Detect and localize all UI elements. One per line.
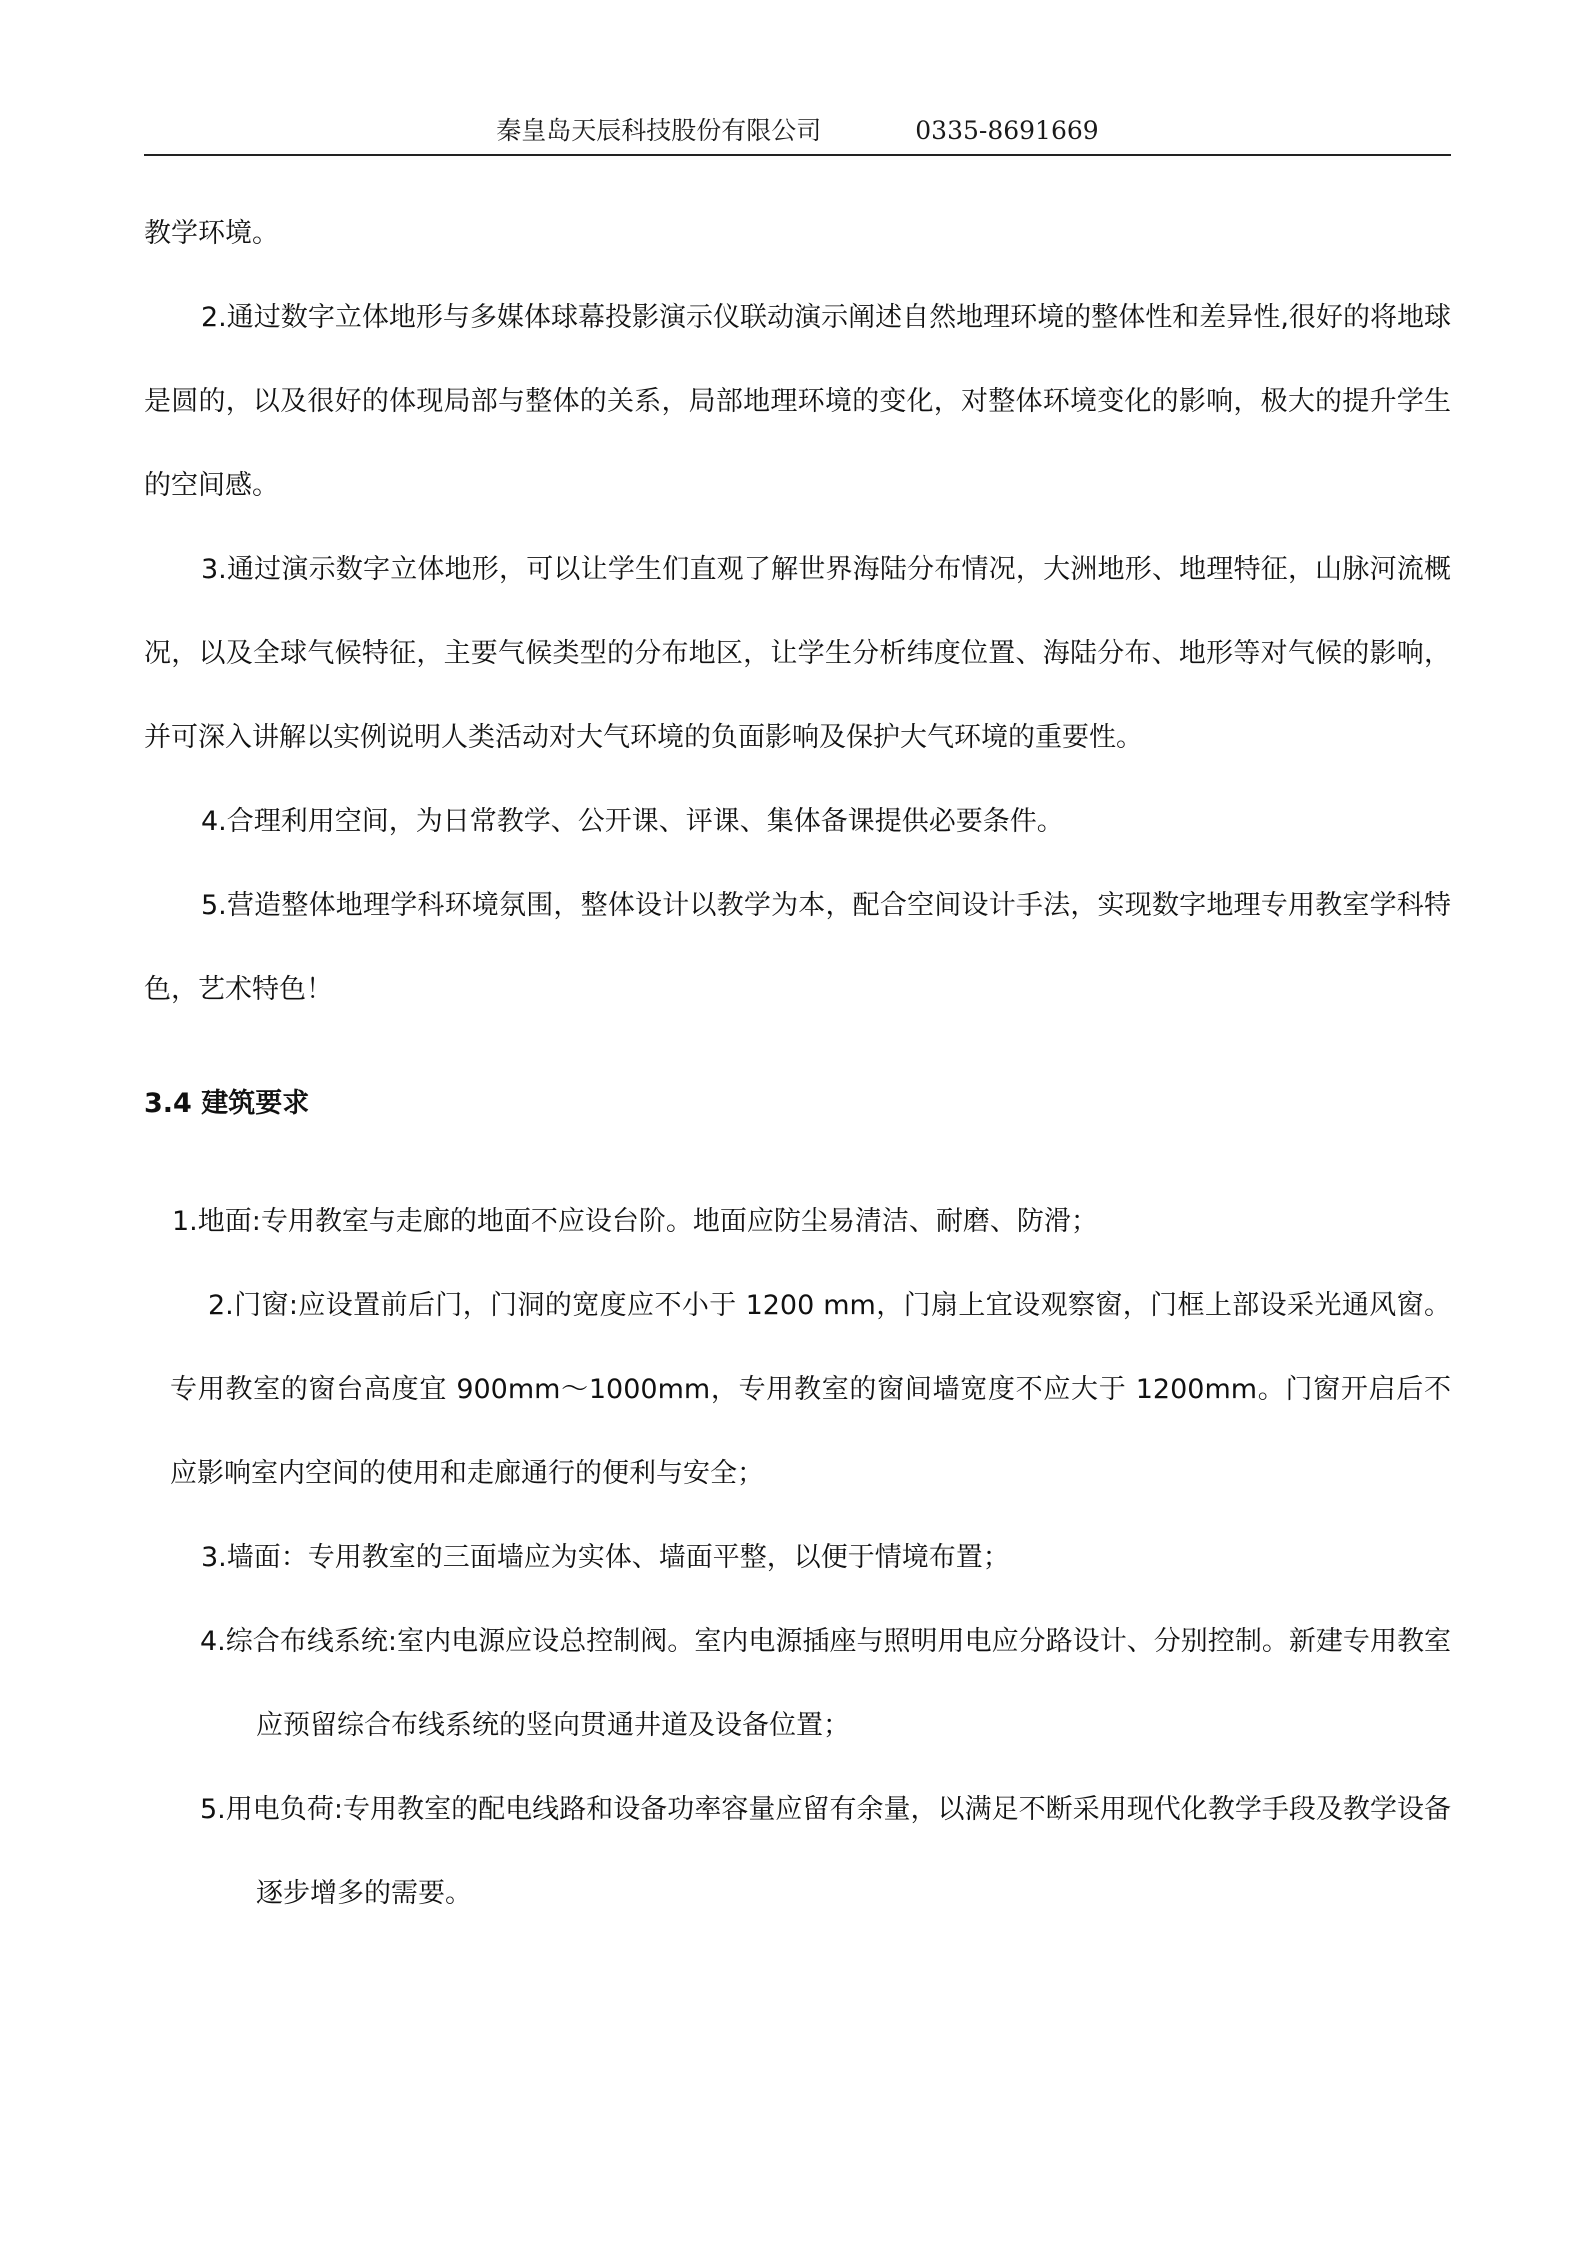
page-header (144, 112, 1451, 156)
requirement-power-load: 5.用电负荷:专用教室的配电线路和设备功率容量应留有余量，以满足不断采用现代化教学手段及教学设备逐步增多的需要。 (200, 1794, 1451, 1909)
paragraph-item-3: 3.通过演示数字立体地形，可以让学生们直观了解世界海陆分布情况，大洲地形、地理特征，山脉河流概况，以及全球气候特征，主要气候类型的分布地区，让学生分析纬度位置、海陆分布、地形等对气候的影响，并可深入讲解以实例说明人类活动对大气环境的负面影响及保护大气环境的重要性。 (144, 554, 1451, 753)
requirement-doors-windows-wrap (144, 1264, 1451, 1516)
requirement-walls: 3.墙面：专用教室的三面墙应为实体、墙面平整，以便于情境布置； (201, 1542, 1010, 1573)
document-body (144, 192, 1451, 1936)
requirement-doors-windows: 2.门窗:应设置前后门，门洞的宽度应不小于 1200 mm，门扇上宜设观察窗，门框上部设采光通风窗。专用教室的窗台高度宜 900mm～1000mm，专用教室的窗间墙宽度不应大于 1200mm。门窗开启后不应影响室内空间的使用和走廊通行的便利与安全； (170, 1290, 1451, 1489)
header-phone: 0335-8691669 (915, 116, 1099, 145)
requirement-cabling: 4.综合布线系统:室内电源应设总控制阀。室内电源插座与照明用电应分路设计、分别控制。新建专用教室应预留综合布线系统的竖向贯通井道及设备位置； (200, 1626, 1451, 1741)
paragraph-item-2: 2.通过数字立体地形与多媒体球幕投影演示仪联动演示阐述自然地理环境的整体性和差异性,很好的将地球是圆的，以及很好的体现局部与整体的关系，局部地理环境的变化，对整体环境变化的影响，极大的提升学生的空间感。 (144, 302, 1451, 501)
requirement-floor: 1.地面:专用教室与走廊的地面不应设台阶。地面应防尘易清洁、耐磨、防滑； (172, 1206, 1098, 1237)
paragraph-item-5: 5.营造整体地理学科环境氛围，整体设计以教学为本，配合空间设计手法，实现数字地理专用教室学科特色，艺术特色！ (144, 890, 1451, 1005)
paragraph-item-4: 4.合理利用空间，为日常教学、公开课、评课、集体备课提供必要条件。 (201, 806, 1064, 837)
header-company: 秦皇岛天辰科技股份有限公司 (496, 116, 822, 145)
paragraph-continuation: 教学环境。 (144, 218, 279, 249)
section-heading: 3.4 建筑要求 (144, 1088, 310, 1119)
